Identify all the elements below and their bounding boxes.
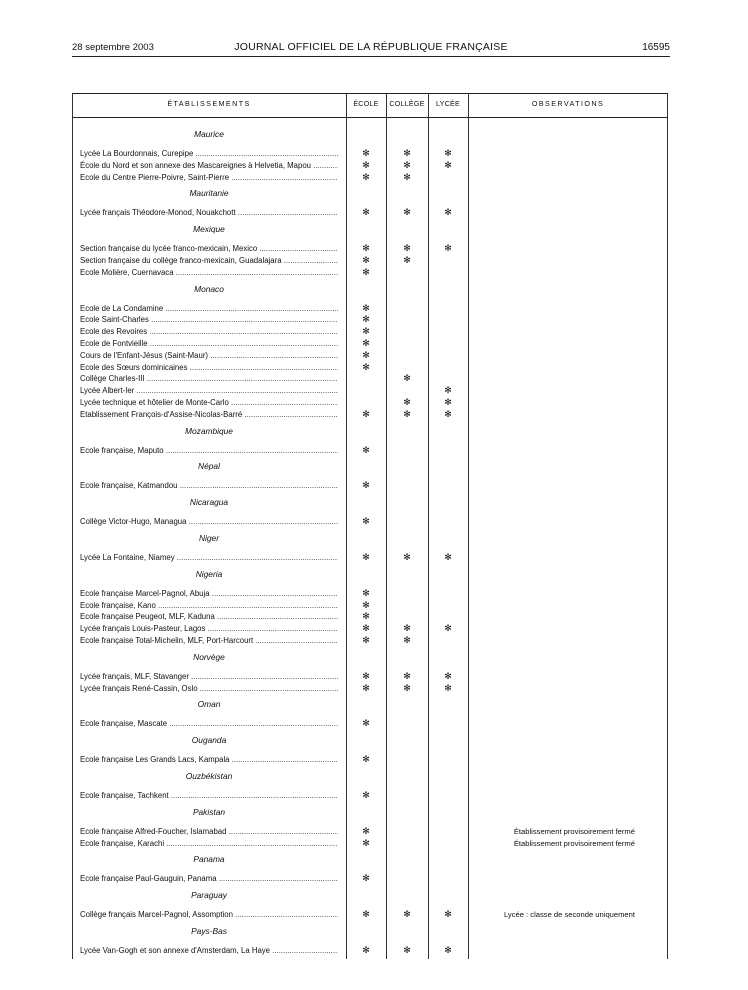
observation-text: Établissement provisoirement fermé	[513, 838, 635, 848]
ecole-mark-icon: ✻	[362, 349, 370, 360]
ecole-mark-icon: ✻	[362, 623, 370, 634]
ecole-mark-icon: ✻	[362, 302, 370, 313]
table-row	[72, 362, 668, 374]
table-row	[72, 873, 668, 885]
establishment-name: Section française du lycée franco-mexicain, Mexico .....	[80, 243, 338, 255]
establishment-name: Lycée technique et hôtelier de Monte-Carlo .....	[80, 397, 338, 409]
ecole-mark-icon: ✻	[362, 551, 370, 562]
ecole-mark-icon: ✻	[362, 326, 370, 337]
table-row	[72, 172, 668, 184]
ecole-mark-icon: ✻	[362, 789, 370, 800]
lycee-mark-icon: ✻	[444, 909, 452, 920]
country-heading: Nigeria	[195, 568, 223, 579]
table-row	[72, 338, 668, 350]
table-row	[72, 945, 668, 957]
establishment-name: Ecole Saint-Charles .....	[80, 314, 338, 326]
establishment-name: Ecole du Centre Pierre-Poivre, Saint-Pierre .....	[80, 172, 338, 184]
establishment-name: Ecole française Les Grands Lacs, Kampala .....	[80, 754, 338, 766]
establishment-name: Lycée Van-Gogh et son annexe d'Amsterdam, La Haye .....	[80, 945, 338, 957]
table-row	[72, 303, 668, 315]
country-heading: Norvège	[193, 651, 225, 662]
ecole-mark-icon: ✻	[362, 408, 370, 419]
college-mark-icon: ✻	[403, 171, 411, 182]
page-header	[72, 40, 670, 57]
ecole-mark-icon: ✻	[362, 718, 370, 729]
establishment-name: Lycée français René-Cassin, Oslo .....	[80, 683, 338, 695]
lycee-mark-icon: ✻	[444, 148, 452, 158]
table-row	[72, 671, 668, 683]
table-row	[72, 160, 668, 172]
lycee-mark-icon: ✻	[444, 944, 452, 955]
ecole-mark-icon: ✻	[362, 266, 370, 277]
ecole-mark-icon: ✻	[362, 444, 370, 455]
establishment-name: Section française du collège franco-mexicain, Guadalajara .....	[80, 255, 338, 267]
college-mark-icon: ✻	[403, 551, 411, 562]
ecole-mark-icon: ✻	[362, 361, 370, 372]
college-mark-icon: ✻	[403, 207, 411, 218]
table-row	[72, 385, 668, 397]
column-header-ecole: ÉCOLE	[353, 99, 379, 108]
ecole-mark-icon: ✻	[362, 909, 370, 920]
ecole-mark-icon: ✻	[362, 159, 370, 170]
establishment-name: Ecole française Total-Michelin, MLF, Port-Harcourt .....	[80, 635, 338, 647]
table-row	[72, 611, 668, 623]
establishments-table	[72, 93, 668, 959]
table-row	[72, 373, 668, 385]
lycee-mark-icon: ✻	[444, 623, 452, 634]
header-date: 28 septembre 2003	[72, 42, 154, 53]
ecole-mark-icon: ✻	[362, 148, 370, 158]
establishment-name: Lycée La Fontaine, Niamey .....	[80, 552, 338, 564]
table-row	[72, 588, 668, 600]
country-heading: Nicaragua	[189, 497, 229, 508]
establishment-name: Ecole française, Katmandou .....	[80, 480, 338, 492]
lycee-mark-icon: ✻	[444, 159, 452, 170]
ecole-mark-icon: ✻	[362, 480, 370, 491]
lycee-mark-icon: ✻	[444, 408, 452, 419]
establishment-name: Ecole française Peugeot, MLF, Kaduna .....	[80, 611, 338, 623]
college-mark-icon: ✻	[403, 682, 411, 693]
college-mark-icon: ✻	[403, 670, 411, 681]
ecole-mark-icon: ✻	[362, 337, 370, 348]
country-heading: Pays-Bas	[191, 925, 227, 936]
country-heading: Népal	[198, 461, 220, 472]
table-row	[72, 600, 668, 612]
ecole-mark-icon: ✻	[362, 516, 370, 527]
ecole-mark-icon: ✻	[362, 837, 370, 848]
ecole-mark-icon: ✻	[362, 314, 370, 325]
lycee-mark-icon: ✻	[444, 396, 452, 407]
establishment-name: Cours de l'Enfant-Jésus (Saint-Maur) .....	[80, 350, 338, 362]
establishment-name: Ecole française, Karachi .....	[80, 838, 338, 850]
table-row	[72, 826, 668, 838]
establishment-name: Ecole française Alfred-Foucher, Islamabad .....	[80, 826, 338, 838]
ecole-mark-icon: ✻	[362, 873, 370, 884]
table-body	[72, 124, 668, 957]
ecole-mark-icon: ✻	[362, 825, 370, 836]
establishment-name: Lycée Albert-Ier .....	[80, 385, 338, 397]
establishment-name: Ecole française, Tachkent .....	[80, 790, 338, 802]
establishment-name: Ecole Molière, Cuernavaca .....	[80, 267, 338, 279]
establishment-name: École du Nord et son annexe des Mascareignes à Helvetia, Mapou .....	[80, 160, 338, 172]
college-mark-icon: ✻	[403, 159, 411, 170]
table-row	[72, 754, 668, 766]
table-row	[72, 409, 668, 421]
table-row	[72, 718, 668, 730]
establishment-name: Ecole de La Condamine .....	[80, 303, 338, 315]
establishment-name: Ecole française, Maputo .....	[80, 445, 338, 457]
college-mark-icon: ✻	[403, 148, 411, 158]
table-row	[72, 267, 668, 279]
table-row	[72, 838, 668, 850]
lycee-mark-icon: ✻	[444, 682, 452, 693]
table-row	[72, 397, 668, 409]
column-header-observations: OBSERVATIONS	[531, 99, 605, 108]
table-row	[72, 350, 668, 362]
table-row	[72, 683, 668, 695]
journal-title: JOURNAL OFFICIEL DE LA RÉPUBLIQUE FRANÇAISE	[234, 41, 508, 53]
college-mark-icon: ✻	[403, 396, 411, 407]
establishment-name: Ecole française, Mascate .....	[80, 718, 338, 730]
table-row	[72, 480, 668, 492]
ecole-mark-icon: ✻	[362, 254, 370, 265]
college-mark-icon: ✻	[403, 373, 411, 384]
establishment-name: Ecole des Sœurs dominicaines .....	[80, 362, 338, 374]
lycee-mark-icon: ✻	[444, 670, 452, 681]
country-heading: Mozambique	[185, 425, 233, 436]
table-row	[72, 635, 668, 647]
establishment-name: Lycée français Louis-Pasteur, Lagos .....	[80, 623, 338, 635]
establishment-name: Collège français Marcel-Pagnol, Assomption .....	[80, 909, 338, 921]
college-mark-icon: ✻	[403, 408, 411, 419]
table-row	[72, 148, 668, 160]
lycee-mark-icon: ✻	[444, 385, 452, 396]
college-mark-icon: ✻	[403, 254, 411, 265]
establishment-name: Ecole de Fontvieille .....	[80, 338, 338, 350]
ecole-mark-icon: ✻	[362, 611, 370, 622]
table-row	[72, 243, 668, 255]
country-heading: Ouganda	[191, 735, 227, 746]
ecole-mark-icon: ✻	[362, 944, 370, 955]
establishment-name: Etablissement François-d'Assise-Nicolas-Barré .....	[80, 409, 338, 421]
college-mark-icon: ✻	[403, 944, 411, 955]
ecole-mark-icon: ✻	[362, 587, 370, 598]
ecole-mark-icon: ✻	[362, 754, 370, 765]
college-mark-icon: ✻	[403, 634, 411, 645]
ecole-mark-icon: ✻	[362, 171, 370, 182]
college-mark-icon: ✻	[403, 909, 411, 920]
country-heading: Panama	[193, 854, 225, 865]
establishment-name: Ecole française Marcel-Pagnol, Abuja .....	[80, 588, 338, 600]
table-row	[72, 255, 668, 267]
table-row	[72, 516, 668, 528]
table-row	[72, 909, 668, 921]
country-heading: Paraguay	[191, 890, 227, 901]
observation-text: Établissement provisoirement fermé	[513, 826, 635, 836]
ecole-mark-icon: ✻	[362, 670, 370, 681]
country-heading: Pakistan	[192, 806, 226, 817]
observation-text: Lycée : classe de seconde uniquement	[503, 910, 635, 920]
table-row	[72, 623, 668, 635]
column-header-college: COLLÈGE	[389, 99, 425, 108]
table-row	[72, 326, 668, 338]
table-row	[72, 314, 668, 326]
table-row	[72, 790, 668, 802]
lycee-mark-icon: ✻	[444, 551, 452, 562]
lycee-mark-icon: ✻	[444, 243, 452, 254]
country-heading: Maurice	[194, 129, 224, 139]
college-mark-icon: ✻	[403, 623, 411, 634]
table-row	[72, 445, 668, 457]
establishment-name: Collège Victor-Hugo, Managua .....	[80, 516, 338, 528]
country-heading: Mexique	[193, 224, 225, 235]
column-header-lycee: LYCÉE	[435, 99, 461, 108]
establishment-name: Ecole des Revoires .....	[80, 326, 338, 338]
country-heading: Oman	[197, 699, 221, 710]
table-row	[72, 207, 668, 219]
establishment-name: Ecole française Paul-Gauguin, Panama .....	[80, 873, 338, 885]
ecole-mark-icon: ✻	[362, 634, 370, 645]
establishment-name: Lycée français Théodore-Monod, Nouakchott .....	[80, 207, 338, 219]
country-heading: Monaco	[194, 283, 224, 294]
ecole-mark-icon: ✻	[362, 599, 370, 610]
college-mark-icon: ✻	[403, 243, 411, 254]
page-number: 16595	[642, 42, 670, 53]
country-heading: Mauritanie	[189, 188, 229, 199]
establishment-name: Ecole française, Kano .....	[80, 600, 338, 612]
table-row	[72, 552, 668, 564]
ecole-mark-icon: ✻	[362, 207, 370, 218]
country-heading: Ouzbékistan	[185, 770, 233, 781]
ecole-mark-icon: ✻	[362, 243, 370, 254]
establishment-name: Lycée La Bourdonnais, Curepipe .....	[80, 148, 338, 160]
column-header-etablissements: ÉTABLISSEMENTS	[167, 99, 251, 108]
ecole-mark-icon: ✻	[362, 682, 370, 693]
lycee-mark-icon: ✻	[444, 207, 452, 218]
establishment-name: Collège Charles-III .....	[80, 373, 338, 385]
country-heading: Niger	[198, 532, 219, 543]
establishment-name: Lycée français, MLF, Stavanger .....	[80, 671, 338, 683]
